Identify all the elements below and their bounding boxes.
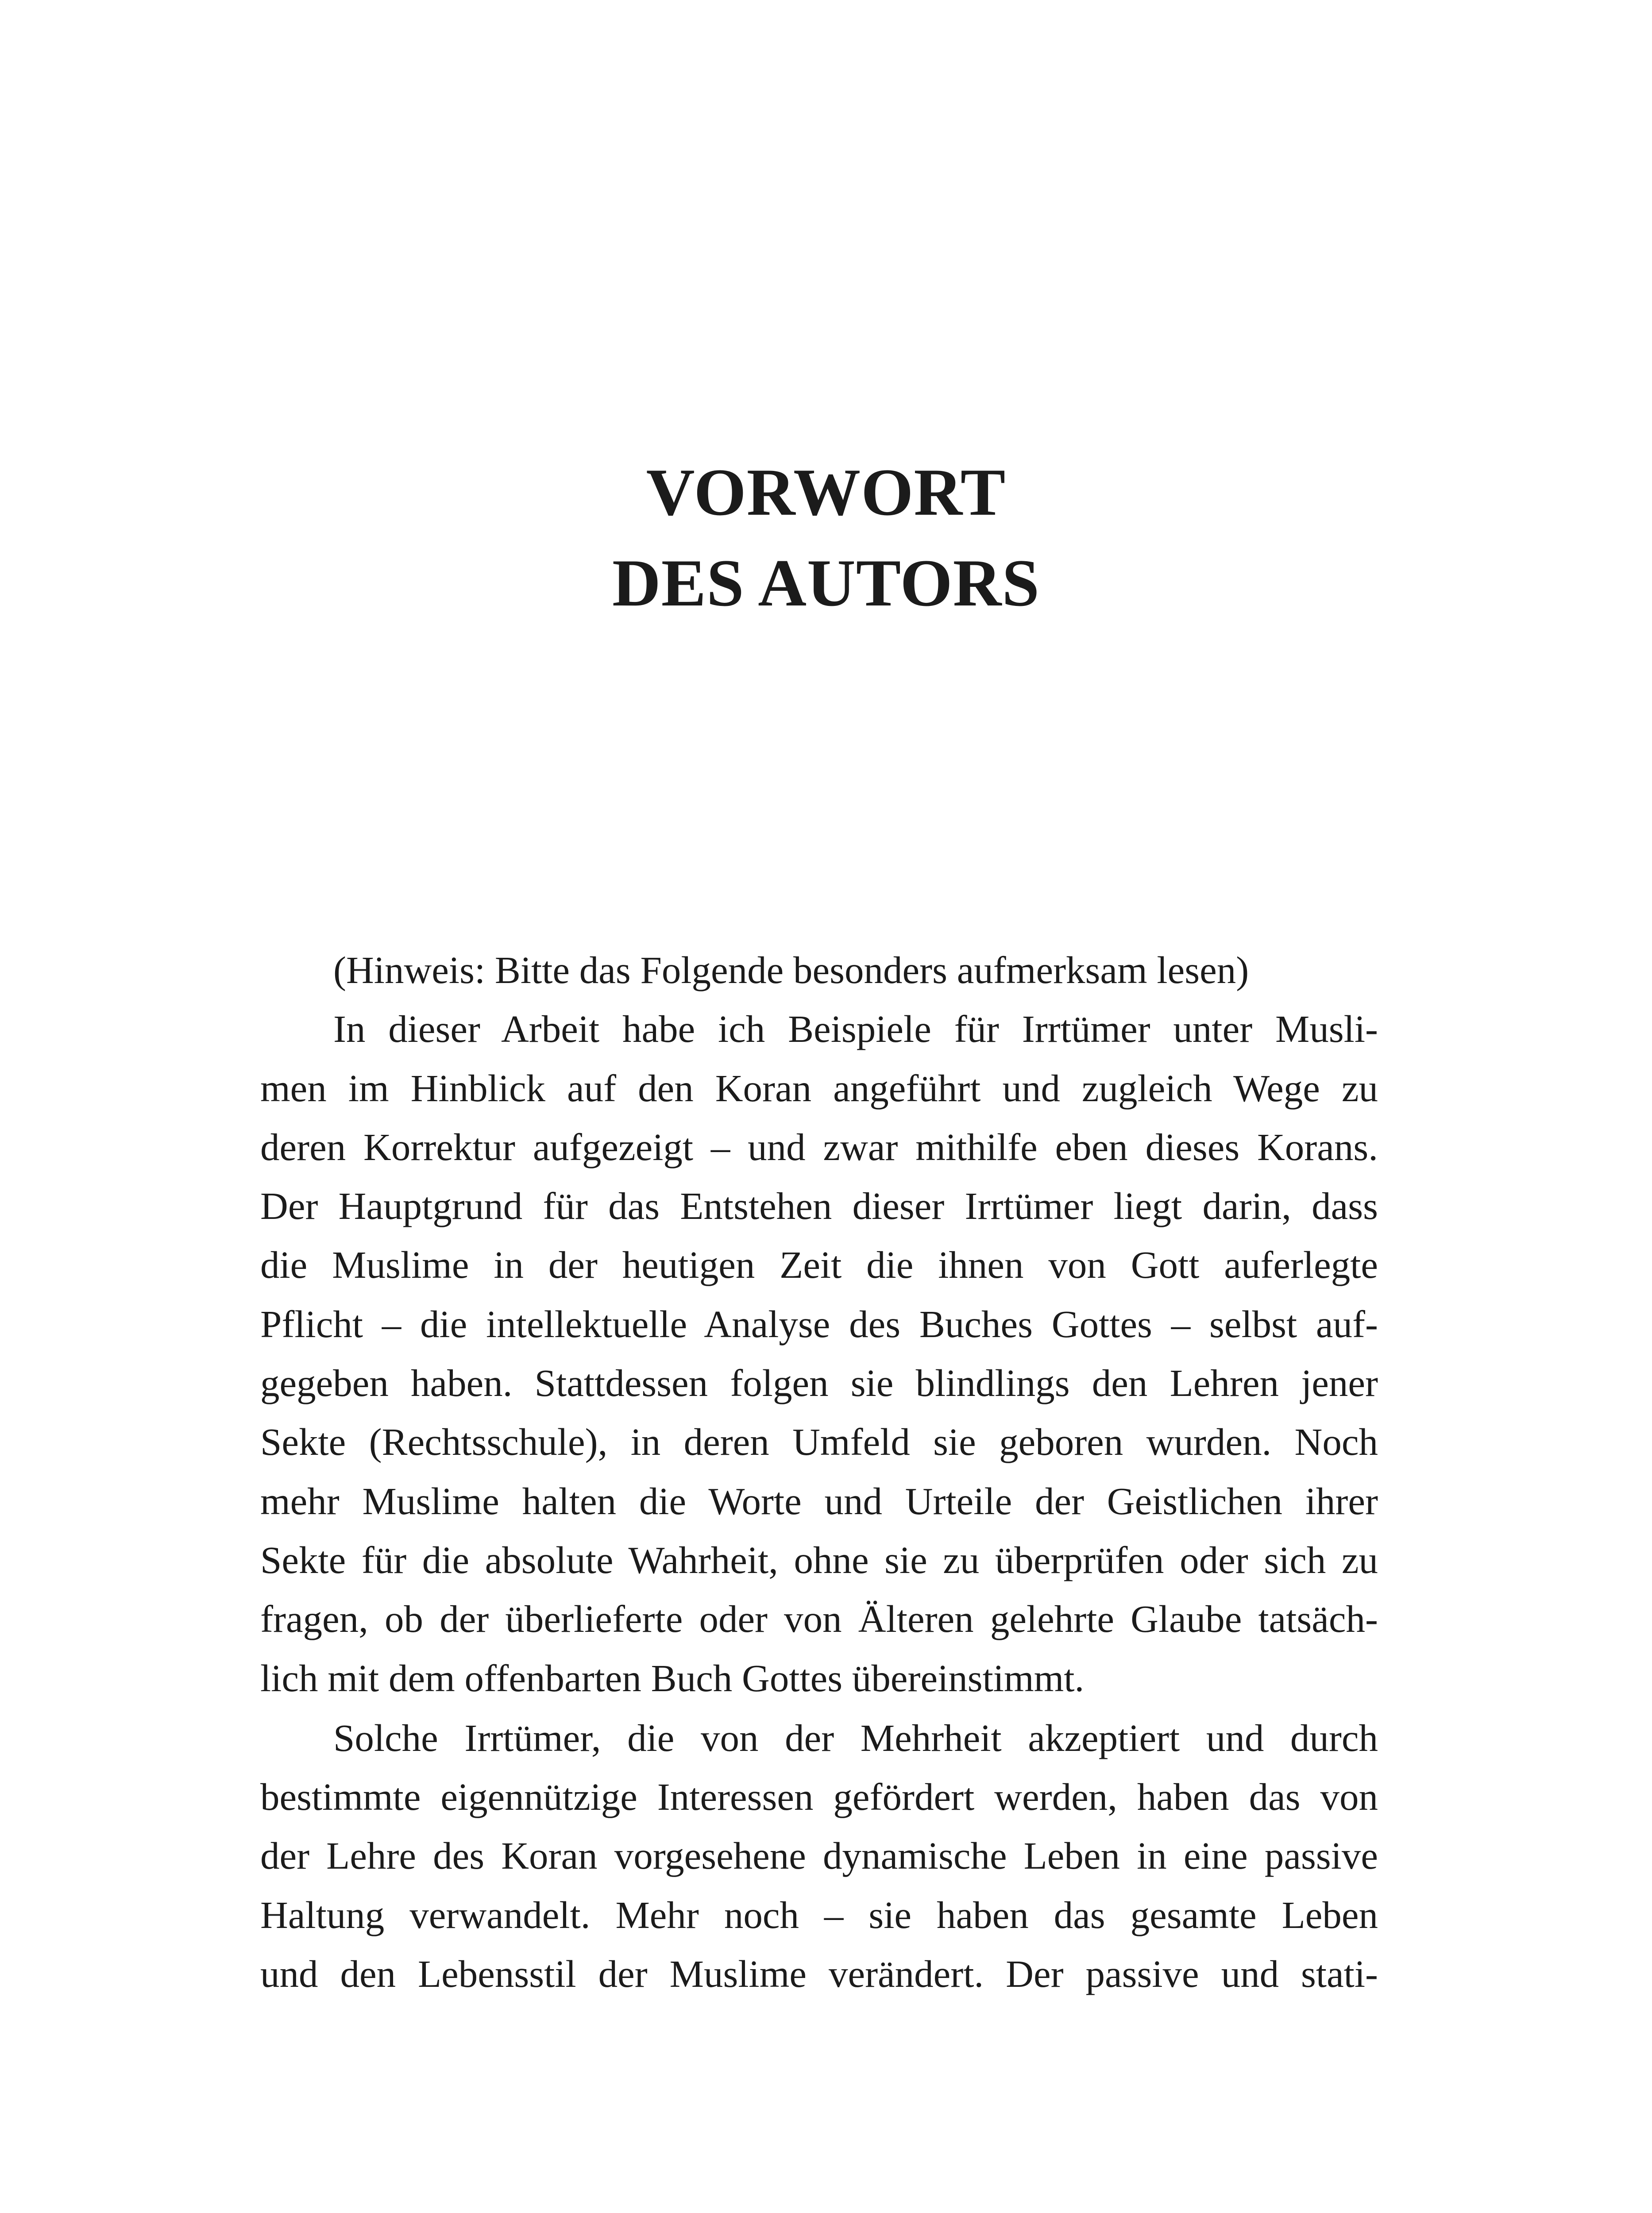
paragraph-line: gegeben haben. Stattdessen folgen sie blindlings den Lehren jener (260, 1361, 1378, 1405)
paragraph-line: Sekte für die absolute Wahrheit, ohne sie zu überprüfen oder sich zu (260, 1538, 1378, 1581)
chapter-title (0, 447, 1652, 628)
paragraph-line: In dieser Arbeit habe ich Beispiele für Irrtümer unter Musli- (333, 1007, 1378, 1051)
reading-note: (Hinweis: Bitte das Folgende besonders aufmerksam lesen) (333, 948, 1249, 991)
chapter-title-line-2: DES AUTORS (612, 546, 1040, 620)
paragraph-line: die Muslime in der heutigen Zeit die ihnen von Gott auferlegte (260, 1243, 1378, 1287)
paragraph-line: deren Korrektur aufgezeigt – und zwar mithilfe eben dieses Korans. (260, 1125, 1378, 1168)
paragraph-line: Haltung verwandelt. Mehr noch – sie haben das gesamte Leben (260, 1893, 1378, 1936)
paragraph-line: der Lehre des Koran vorgesehene dynamische Leben in eine passive (260, 1834, 1378, 1878)
paragraph-line: Solche Irrtümer, die von der Mehrheit akzeptiert und durch (333, 1716, 1378, 1759)
paragraph-line: Der Hauptgrund für das Entstehen dieser Irrtümer liegt darin, dass (260, 1184, 1378, 1228)
paragraph-1 (260, 999, 1378, 1708)
paragraph-line: men im Hinblick auf den Koran angeführt und zugleich Wege zu (260, 1066, 1378, 1110)
paragraph-line: mehr Muslime halten die Worte und Urteile der Geistlichen ihrer (260, 1479, 1378, 1523)
chapter-title-line-1: VORWORT (646, 455, 1006, 529)
paragraph-line: und den Lebensstil der Muslime verändert. Der passive und stati- (260, 1952, 1378, 1996)
paragraph-line: lich mit dem offenbarten Buch Gottes übereinstimmt. (260, 1656, 1085, 1700)
paragraph-line: fragen, ob der überlieferte oder von Älteren gelehrte Glaube tatsäch- (260, 1597, 1378, 1641)
paragraph-2 (260, 1708, 1378, 2003)
paragraph-line: bestimmte eigennützige Interessen gefördert werden, haben das von (260, 1775, 1378, 1819)
body-text (260, 941, 1378, 2004)
paragraph-line: Pflicht – die intellektuelle Analyse des Buches Gottes – selbst auf- (260, 1302, 1378, 1346)
paragraph-line: Sekte (Rechtsschule), in deren Umfeld sie geboren wurden. Noch (260, 1420, 1378, 1464)
